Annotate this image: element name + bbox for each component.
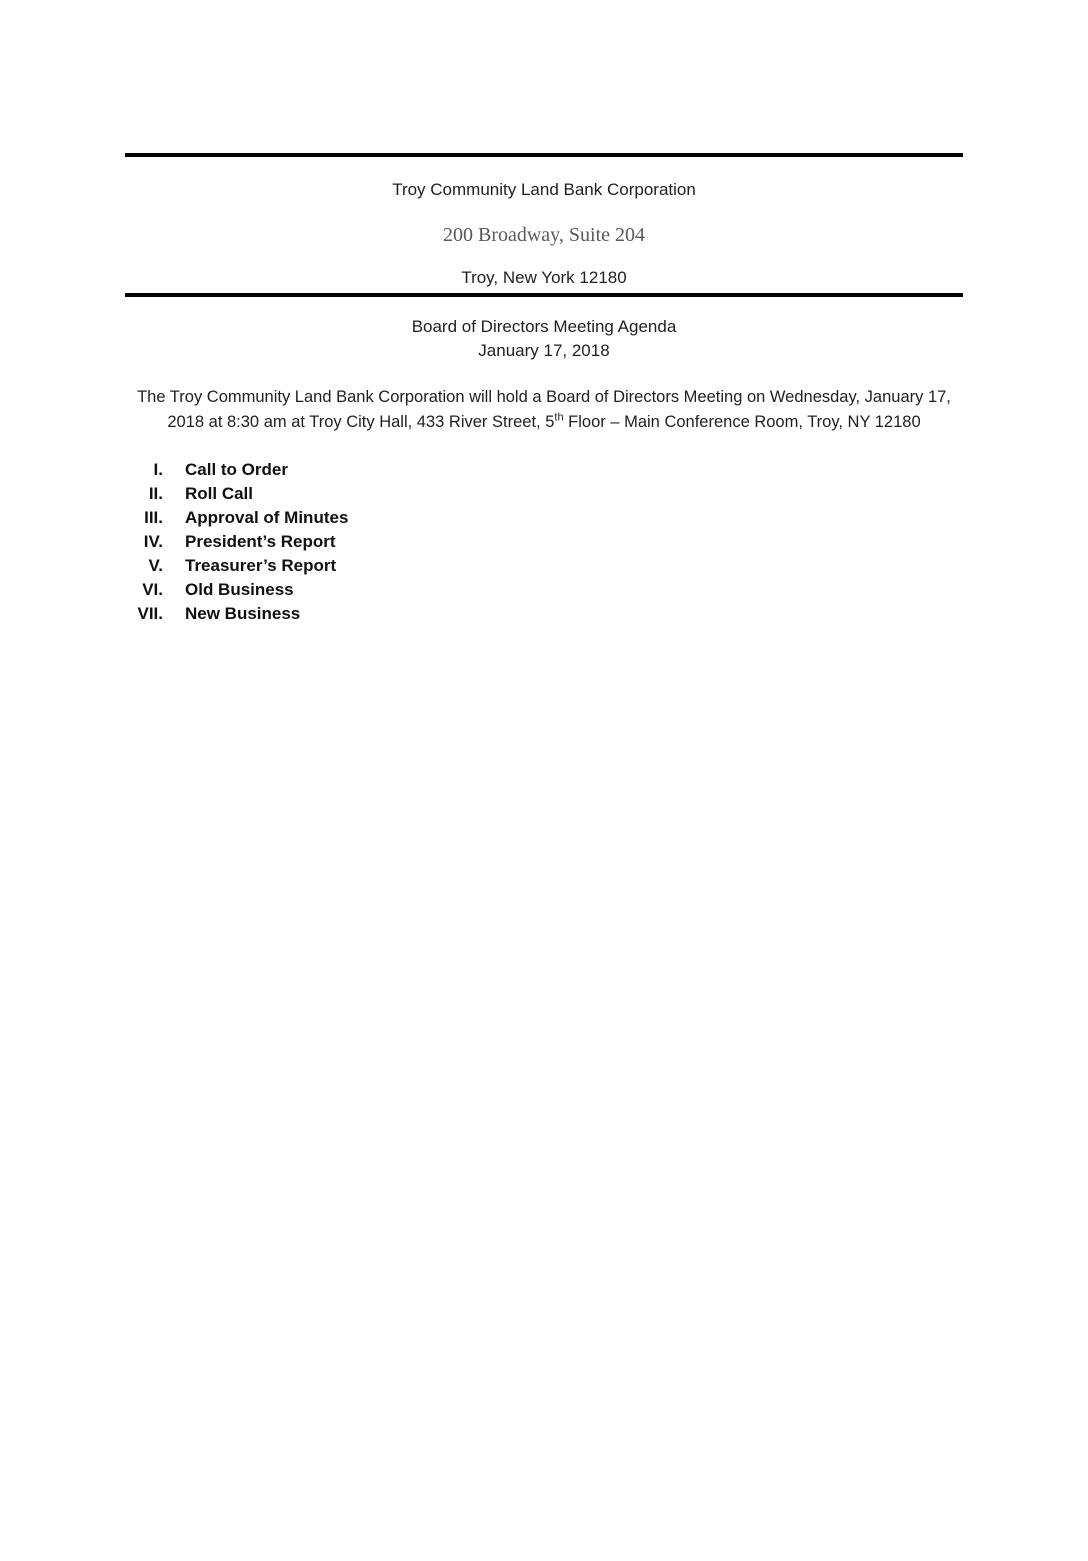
meeting-intro [125,385,963,435]
org-address-city: Troy, New York 12180 [461,268,627,287]
agenda-item-label: Call to Order [185,460,288,479]
agenda-item [125,506,963,530]
agenda-item [125,602,963,626]
agenda-item-label: Roll Call [185,484,254,503]
header-rule-top [125,153,963,157]
header-rule-bottom [125,293,963,297]
org-address-street: 200 Broadway, Suite 204 [442,224,645,246]
agenda-item-label: Old Business [185,580,294,599]
agenda-item-numeral: II. [148,484,163,503]
agenda-list [125,458,963,626]
agenda-item [125,578,963,602]
agenda-item-label: Approval of Minutes [185,508,349,527]
agenda-item-numeral: V. [148,556,163,575]
meeting-intro-part1: The Troy Community Land Bank Corporation will hold a Board of Directors Meeting on Wednesday, January 17, 2018 at 8:30 am at Troy City Hall, 433 River Street, 5 [137,388,951,431]
floor-ordinal-superscript: th [554,411,564,424]
agenda-date: January 17, 2018 [478,341,610,360]
org-name: Troy Community Land Bank Corporation [392,180,696,199]
agenda-item-numeral: I. [153,460,163,479]
agenda-item-numeral: VI. [142,580,163,599]
document-page [0,153,1088,1561]
meeting-intro-part2: Floor – Main Conference Room, Troy, NY 12180 [563,413,921,431]
agenda-item [125,554,963,578]
agenda-title: Board of Directors Meeting Agenda [411,317,677,336]
agenda-item-label: Treasurer’s Report [185,556,337,575]
agenda-item [125,482,963,506]
agenda-item [125,530,963,554]
agenda-item-numeral: III. [144,508,163,527]
agenda-item-label: President’s Report [185,532,336,551]
agenda-item [125,458,963,482]
agenda-item-numeral: VII. [137,604,163,623]
agenda-item-label: New Business [185,604,301,623]
agenda-item-numeral: IV. [143,532,163,551]
